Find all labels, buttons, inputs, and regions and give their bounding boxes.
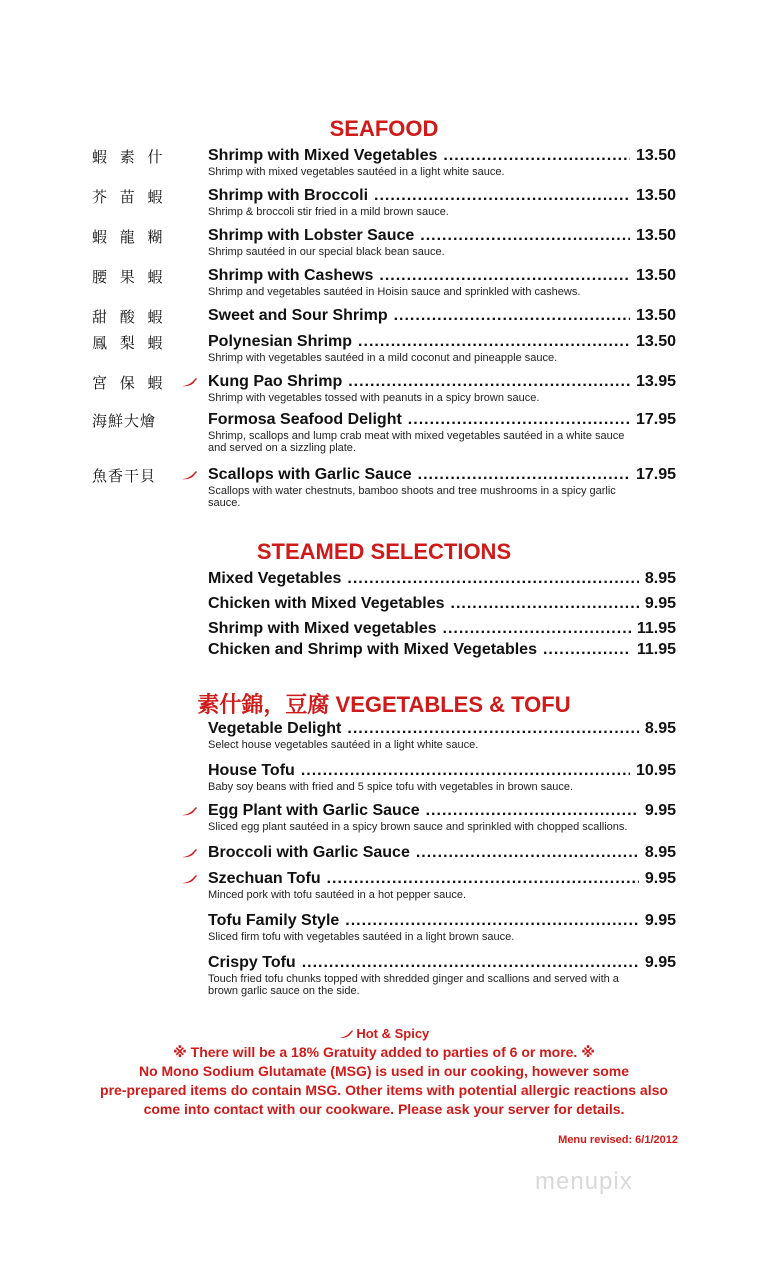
item-name: Chicken with Mixed Vegetables: [208, 595, 445, 612]
item-price: 13.50: [635, 147, 676, 164]
item-price: 9.95: [644, 595, 676, 612]
item-price: 13.50: [635, 267, 676, 284]
item-name: Formosa Seafood Delight: [208, 411, 402, 428]
item-price: 9.95: [644, 954, 676, 971]
vegetables-title: [0, 688, 768, 719]
item-line: [208, 307, 676, 327]
item-description: Scallops with water chestnuts, bamboo shoots and tree mushrooms in a spicy garlic sauce.: [208, 485, 616, 509]
item-name: Kung Pao Shrimp: [208, 373, 343, 390]
item-description: Touch fried tofu chunks topped with shredded ginger and scallions and served with a brown garlic sauce on the side.: [208, 973, 619, 997]
item-price: 8.95: [644, 570, 676, 587]
item-price: 17.95: [635, 411, 676, 428]
item-line: [208, 570, 676, 590]
item-price: 17.95: [635, 466, 676, 483]
item-name: Shrimp with Mixed vegetables: [208, 620, 437, 637]
chili-pepper-icon: [339, 1030, 353, 1039]
item-name: Polynesian Shrimp: [208, 333, 353, 350]
chinese-name: 宮 保 蝦: [92, 374, 167, 392]
item-description: Shrimp, scallops and lump crab meat with mixed vegetables sautéed in a white sauce and served on a sizzling plate.: [208, 430, 625, 454]
item-description: Baby soy beans with fried and 5 spice tofu with vegetables in brown sauce.: [208, 781, 574, 793]
item-name: Shrimp with Lobster Sauce: [208, 227, 415, 244]
item-description: Shrimp & broccoli stir fried in a mild brown sauce.: [208, 206, 449, 218]
chili-pepper-icon: [182, 471, 197, 480]
item-line: [208, 267, 676, 287]
chinese-name: 魚香干貝: [92, 467, 157, 485]
item-name: Vegetable Delight: [208, 720, 342, 737]
chinese-name: 海鮮大燴: [92, 412, 157, 430]
item-name: Shrimp with Mixed Vegetables: [208, 147, 438, 164]
chinese-name: 甜 酸 蝦: [92, 308, 167, 326]
vegetables-title-english: VEGETABLES & TOFU: [335, 692, 571, 717]
gratuity-notice: ※ There will be a 18% Gratuity added to parties of 6 or more. ※: [173, 1044, 595, 1060]
item-line: [208, 373, 676, 393]
item-line: [208, 844, 676, 864]
chinese-name: 蝦 素 什: [92, 148, 167, 166]
spicy-legend-label: Hot & Spicy: [356, 1026, 430, 1041]
msg-notice-line-1: No Mono Sodium Glutamate (MSG) is used in our cooking, however some: [138, 1063, 630, 1079]
item-name: Egg Plant with Garlic Sauce: [208, 802, 420, 819]
item-description: Select house vegetables sautéed in a light white sauce.: [208, 739, 479, 751]
item-name: Mixed Vegetables: [208, 570, 342, 587]
chili-pepper-icon: [182, 378, 197, 387]
item-name: Crispy Tofu: [208, 954, 296, 971]
steamed-title: STEAMED SELECTIONS: [256, 539, 512, 564]
item-line: [208, 620, 676, 640]
item-price: 13.50: [635, 187, 676, 204]
vegetables-title-chinese: 素什錦，豆腐: [197, 692, 330, 718]
item-price: 13.50: [635, 307, 676, 324]
item-price: 11.95: [636, 620, 676, 637]
item-description: Sliced egg plant sautéed in a spicy brown sauce and sprinkled with chopped scallions.: [208, 821, 628, 833]
item-price: 9.95: [644, 912, 676, 929]
item-description: Shrimp with vegetables sautéed in a mild coconut and pineapple sauce.: [208, 352, 558, 364]
item-name: Tofu Family Style: [208, 912, 340, 929]
item-line: [208, 802, 676, 822]
item-price: 9.95: [644, 870, 676, 887]
item-line: [208, 147, 676, 167]
item-description: Sliced firm tofu with vegetables sautéed in a light brown sauce.: [208, 931, 515, 943]
chinese-name: 蝦 龍 糊: [92, 228, 167, 246]
item-price: 10.95: [635, 762, 676, 779]
chinese-name: 芥 苗 蝦: [92, 188, 167, 206]
item-line: [208, 466, 676, 486]
item-name: Szechuan Tofu: [208, 870, 321, 887]
item-line: [208, 641, 676, 661]
item-description: Shrimp with mixed vegetables sautéed in a light white sauce.: [208, 166, 505, 178]
chinese-name: 腰 果 蝦: [92, 268, 167, 286]
msg-notice-line-3: come into contact with our cookware. Please ask your server for details.: [143, 1101, 625, 1117]
item-price: 11.95: [636, 641, 676, 658]
item-name: Shrimp with Cashews: [208, 267, 374, 284]
spicy-legend: [0, 1026, 768, 1041]
chili-pepper-icon: [182, 807, 197, 816]
msg-notice-line-2: pre-prepared items do contain MSG. Other items with potential allergic reactions also: [100, 1082, 668, 1098]
item-description: Shrimp and vegetables sautéed in Hoisin sauce and sprinkled with cashews.: [208, 286, 581, 298]
item-price: 9.95: [644, 802, 676, 819]
item-line: [208, 411, 676, 431]
item-line: [208, 595, 676, 615]
seafood-title: SEAFOOD: [329, 116, 439, 141]
chinese-name: 鳳 梨 蝦: [92, 334, 167, 352]
item-price: 8.95: [644, 844, 676, 861]
item-line: [208, 227, 676, 247]
item-name: Chicken and Shrimp with Mixed Vegetables: [208, 641, 537, 658]
item-name: House Tofu: [208, 762, 295, 779]
item-line: [208, 720, 676, 740]
item-name: Broccoli with Garlic Sauce: [208, 844, 410, 861]
watermark-logo: menupix: [535, 1168, 633, 1195]
menu-revised-date: Menu revised: 6/1/2012: [558, 1134, 678, 1146]
item-price: 13.50: [635, 333, 676, 350]
item-description: Shrimp sautéed in our special black bean sauce.: [208, 246, 445, 258]
item-line: [208, 870, 676, 890]
item-line: [208, 333, 676, 353]
item-line: [208, 187, 676, 207]
item-description: Minced pork with tofu sautéed in a hot pepper sauce.: [208, 889, 467, 901]
chili-pepper-icon: [182, 875, 197, 884]
item-line: [208, 954, 676, 974]
item-line: [208, 912, 676, 932]
item-description: Shrimp with vegetables tossed with peanuts in a spicy brown sauce.: [208, 392, 540, 404]
item-name: Shrimp with Broccoli: [208, 187, 369, 204]
item-price: 13.95: [635, 373, 676, 390]
item-line: [208, 762, 676, 782]
item-name: Scallops with Garlic Sauce: [208, 466, 412, 483]
chili-pepper-icon: [182, 849, 197, 858]
item-price: 13.50: [635, 227, 676, 244]
item-price: 8.95: [644, 720, 676, 737]
item-name: Sweet and Sour Shrimp: [208, 307, 388, 324]
